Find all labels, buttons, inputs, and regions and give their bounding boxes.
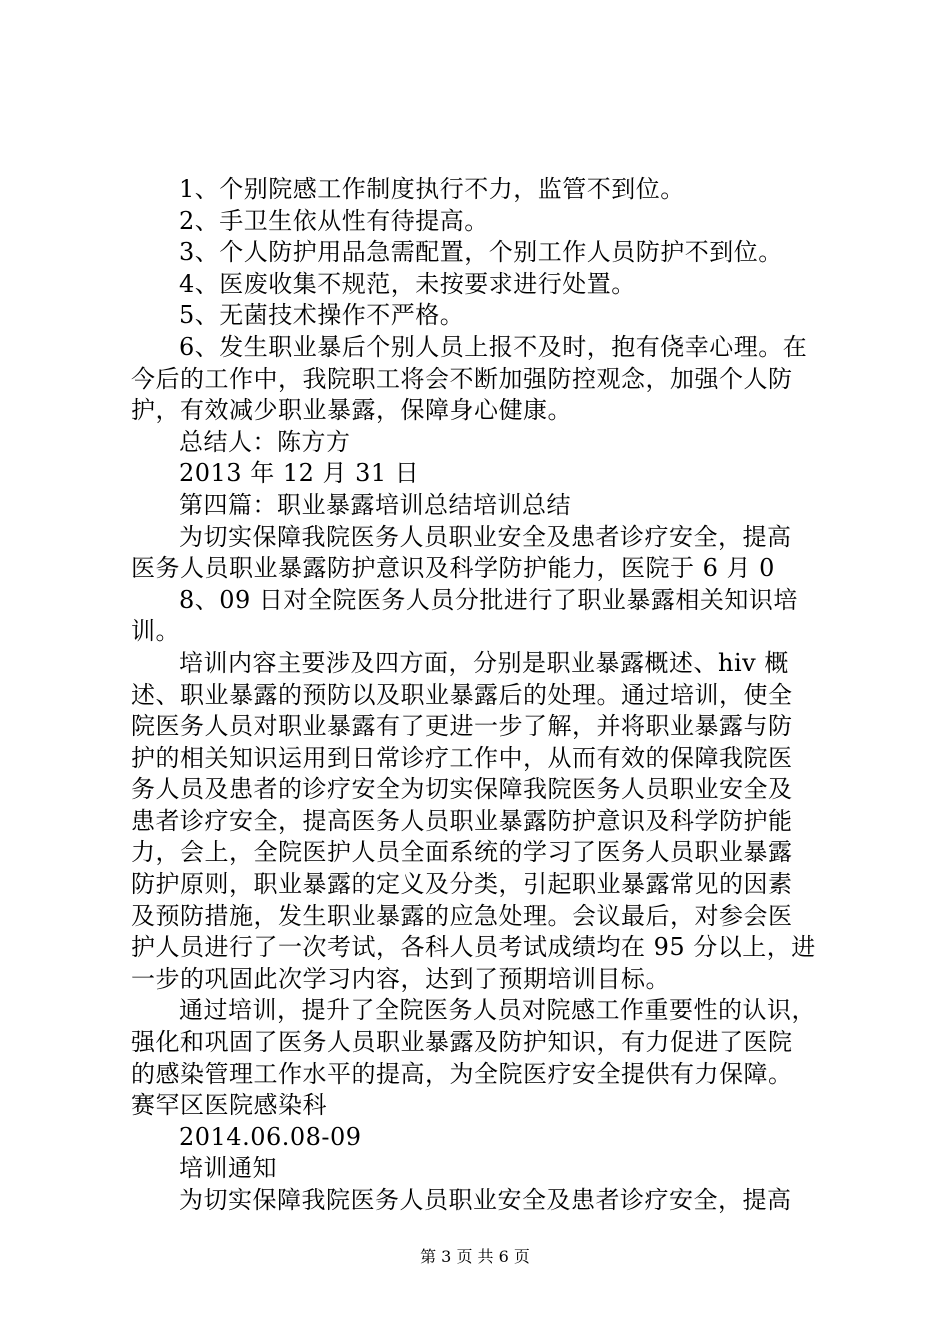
text-line: 一步的巩固此次学习内容，达到了预期培训目标。: [131, 964, 670, 993]
text-line: 4、医废收集不规范，未按要求进行处置。: [179, 269, 636, 298]
text-line: 5、无菌技术操作不严格。: [179, 301, 465, 330]
document-body: [131, 174, 831, 1217]
text-line: 培训内容主要涉及四方面，分别是职业暴露概述、hiv 概: [179, 648, 789, 677]
text-line: 总结人：陈方方: [179, 427, 351, 456]
text-line: 2、手卫生依从性有待提高。: [179, 206, 489, 235]
text-line: 训。: [131, 617, 180, 646]
text-line: 的感染管理工作水平的提高，为全院医疗安全提供有力保障。: [131, 1059, 793, 1088]
text-line: 述、职业暴露的预防以及职业暴露后的处理。通过培训，使全: [131, 680, 793, 709]
text-line: 3、个人防护用品急需配置，个别工作人员防护不到位。: [179, 238, 783, 267]
text-line: 防护原则，职业暴露的定义及分类，引起职业暴露常见的因素: [131, 870, 793, 899]
text-line: 力，会上，全院医护人员全面系统的学习了医务人员职业暴露: [131, 838, 793, 867]
text-line: 院医务人员对职业暴露有了更进一步了解，并将职业暴露与防: [131, 712, 793, 741]
text-line: 赛罕区医院感染科: [131, 1091, 327, 1120]
text-line: 今后的工作中，我院职工将会不断加强防控观念，加强个人防: [131, 364, 793, 393]
text-line: 为切实保障我院医务人员职业安全及患者诊疗安全，提高: [179, 522, 792, 551]
text-line: 6、发生职业暴后个别人员上报不及时，抱有侥幸心理。在: [179, 332, 808, 361]
text-line: 培训通知: [179, 1154, 277, 1183]
text-line: 第四篇：职业暴露培训总结培训总结: [179, 490, 571, 519]
text-line: 医务人员职业暴露防护意识及科学防护能力，医院于 6 月 0: [131, 554, 775, 583]
text-line: 务人员及患者的诊疗安全为切实保障我院医务人员职业安全及: [131, 775, 793, 804]
text-line: 2014.06.08-09: [179, 1122, 362, 1151]
text-line: 强化和巩固了医务人员职业暴露及防护知识，有力促进了医院: [131, 1028, 793, 1057]
text-line: 通过培训，提升了全院医务人员对院感工作重要性的认识，: [179, 996, 816, 1025]
text-line: 护人员进行了一次考试，各科人员考试成绩均在 95 分以上，进: [131, 933, 816, 962]
text-line: 及预防措施，发生职业暴露的应急处理。会议最后，对参会医: [131, 901, 793, 930]
text-line: 患者诊疗安全，提高医务人员职业暴露防护意识及科学防护能: [131, 806, 793, 835]
text-line: 为切实保障我院医务人员职业安全及患者诊疗安全，提高: [179, 1186, 792, 1214]
text-line: 护，有效减少职业暴露，保障身心健康。: [131, 396, 572, 425]
text-line: 1、个别院感工作制度执行不力，监管不到位。: [179, 175, 685, 203]
text-line: 护的相关知识运用到日常诊疗工作中，从而有效的保障我院医: [131, 743, 793, 772]
page-footer: 第 3 页 共 6 页: [420, 1247, 530, 1266]
text-line: 8、09 日对全院医务人员分批进行了职业暴露相关知识培: [179, 585, 798, 614]
text-line: 2013 年 12 月 31 日: [179, 459, 420, 488]
